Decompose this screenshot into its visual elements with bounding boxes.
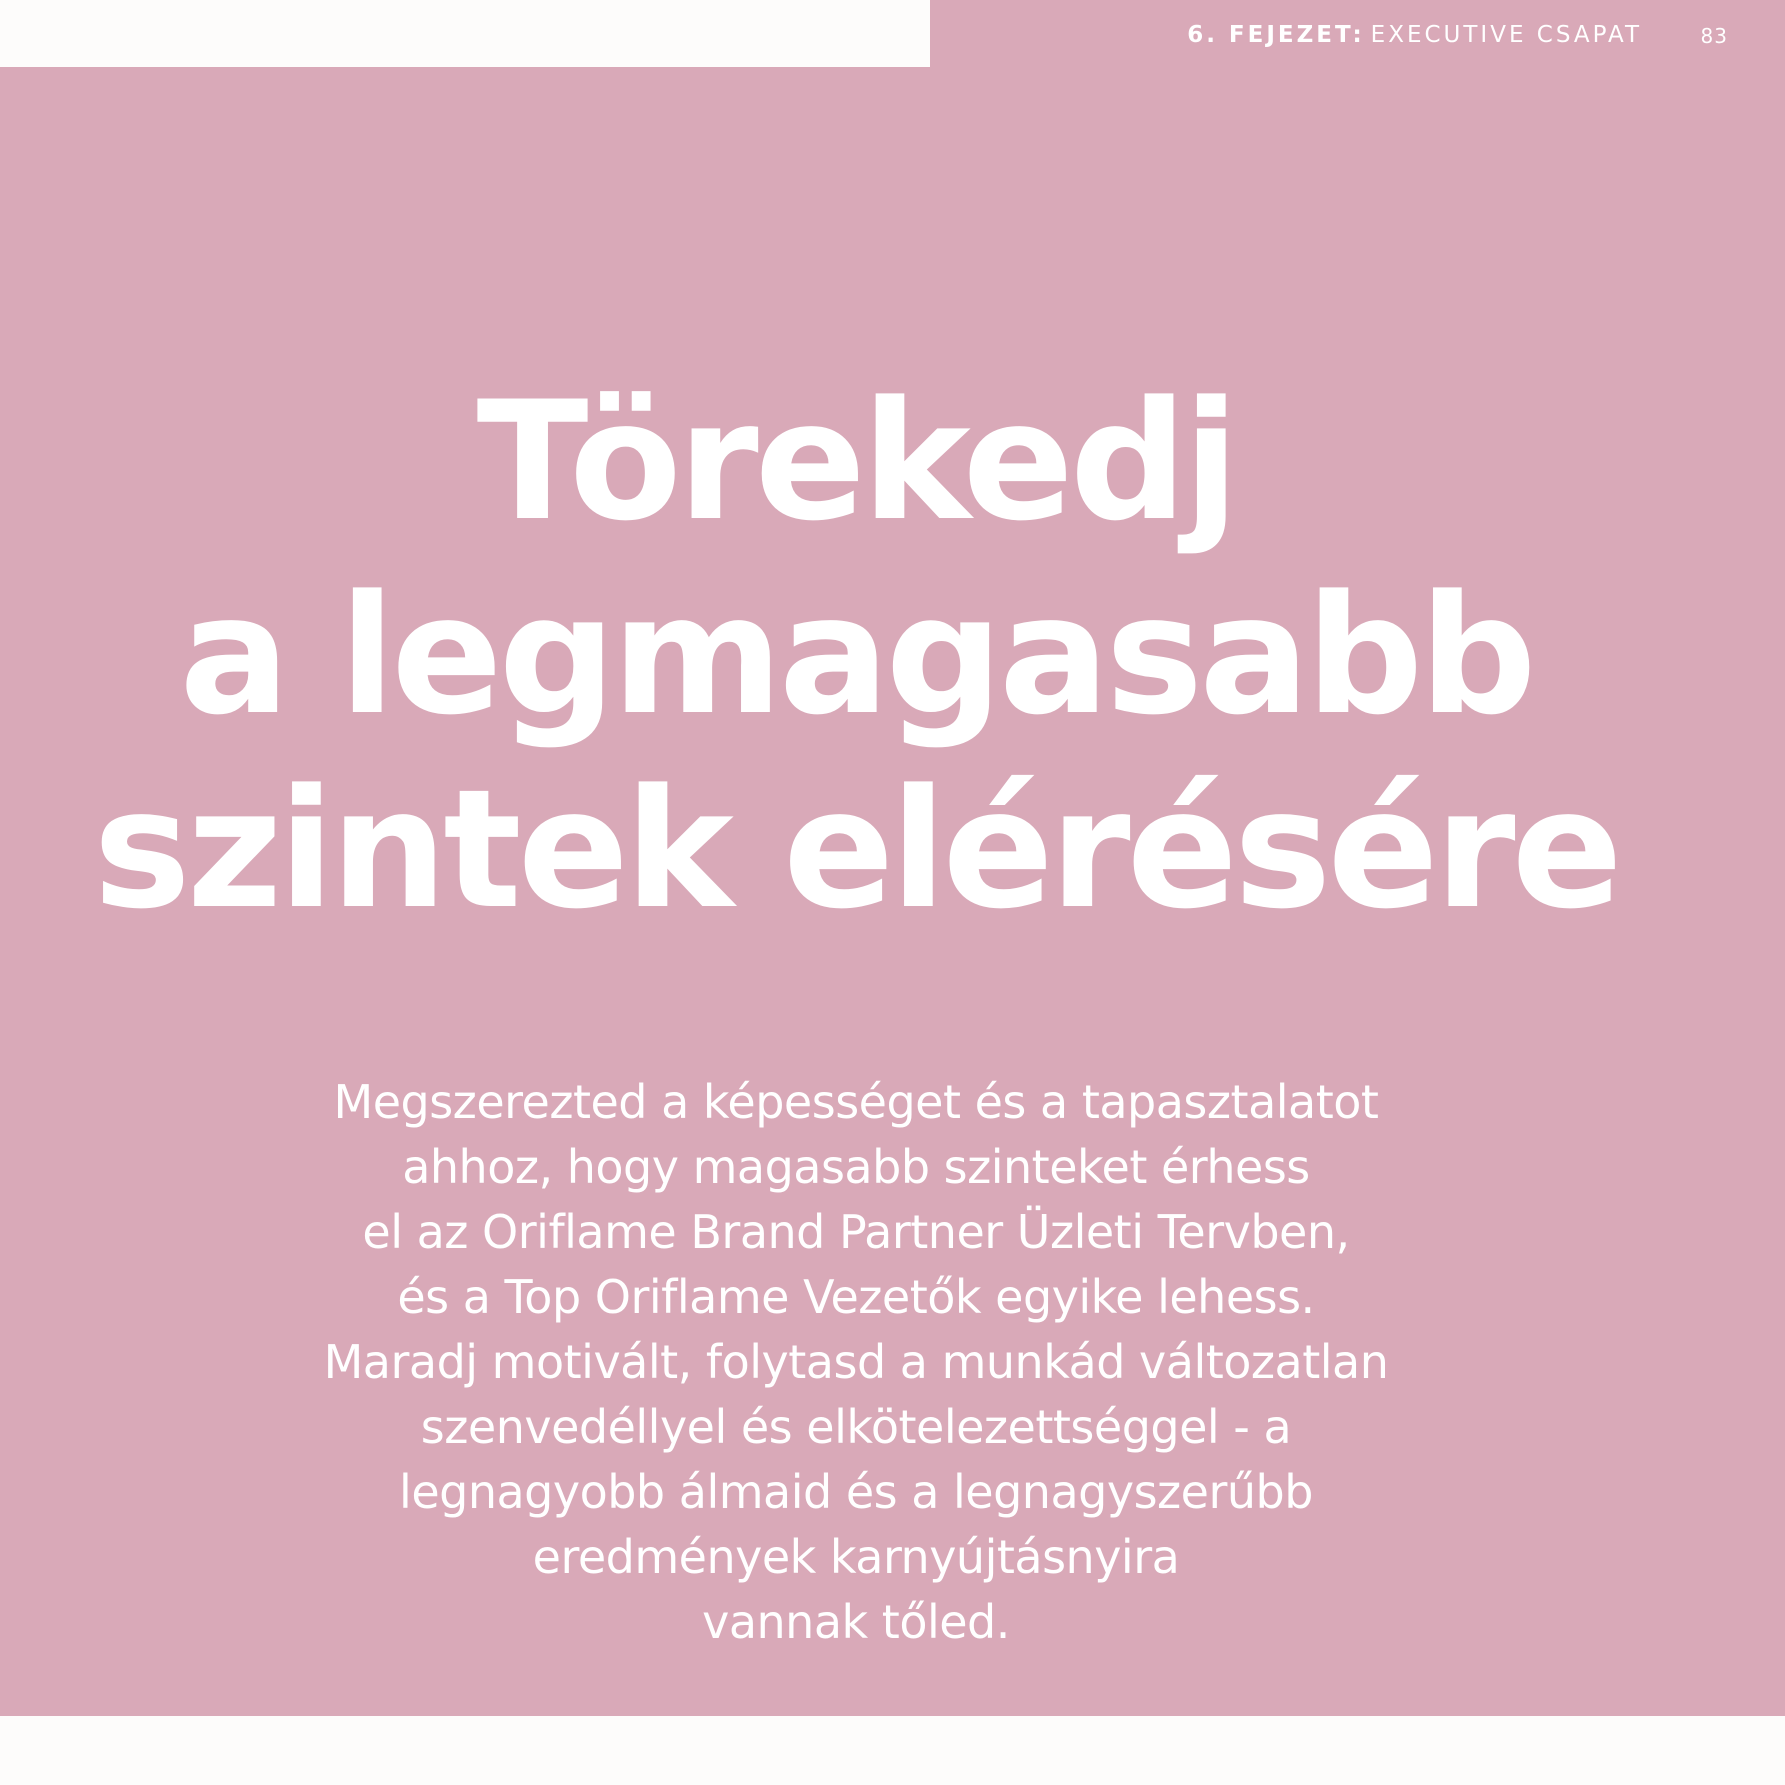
body-line: el az Oriflame Brand Partner Üzleti Tervben, (362, 1205, 1350, 1259)
page-headline (0, 365, 1712, 947)
body-line: Maradj motivált, folytasd a munkád változatlan (323, 1335, 1389, 1389)
headline-line: Törekedj (476, 366, 1236, 557)
body-line: ahhoz, hogy magasabb szinteket érhess (402, 1140, 1310, 1194)
chapter-title: EXECUTIVE CSAPAT (1370, 22, 1642, 48)
body-line: Megszerezted a képességet és a tapasztalatot (333, 1075, 1379, 1129)
chapter-prefix: 6. FEJEZET: (1187, 22, 1365, 48)
headline-line: szintek elérésére (93, 754, 1619, 945)
body-line: és a Top Oriflame Vezetők egyike lehess. (397, 1270, 1315, 1324)
headline-line: a legmagasabb (179, 560, 1533, 751)
body-paragraph (0, 1070, 1712, 1655)
page-number: 83 (1700, 24, 1728, 48)
body-line: eredmények karnyújtásnyira (532, 1530, 1180, 1584)
body-line: szenvedéllyel és elkötelezettséggel - a (420, 1400, 1292, 1454)
chapter-label (1187, 22, 1642, 48)
running-header (0, 20, 1785, 50)
body-line: legnagyobb álmaid és a legnagyszerűbb (399, 1465, 1313, 1519)
body-line: vannak tőled. (702, 1595, 1010, 1649)
